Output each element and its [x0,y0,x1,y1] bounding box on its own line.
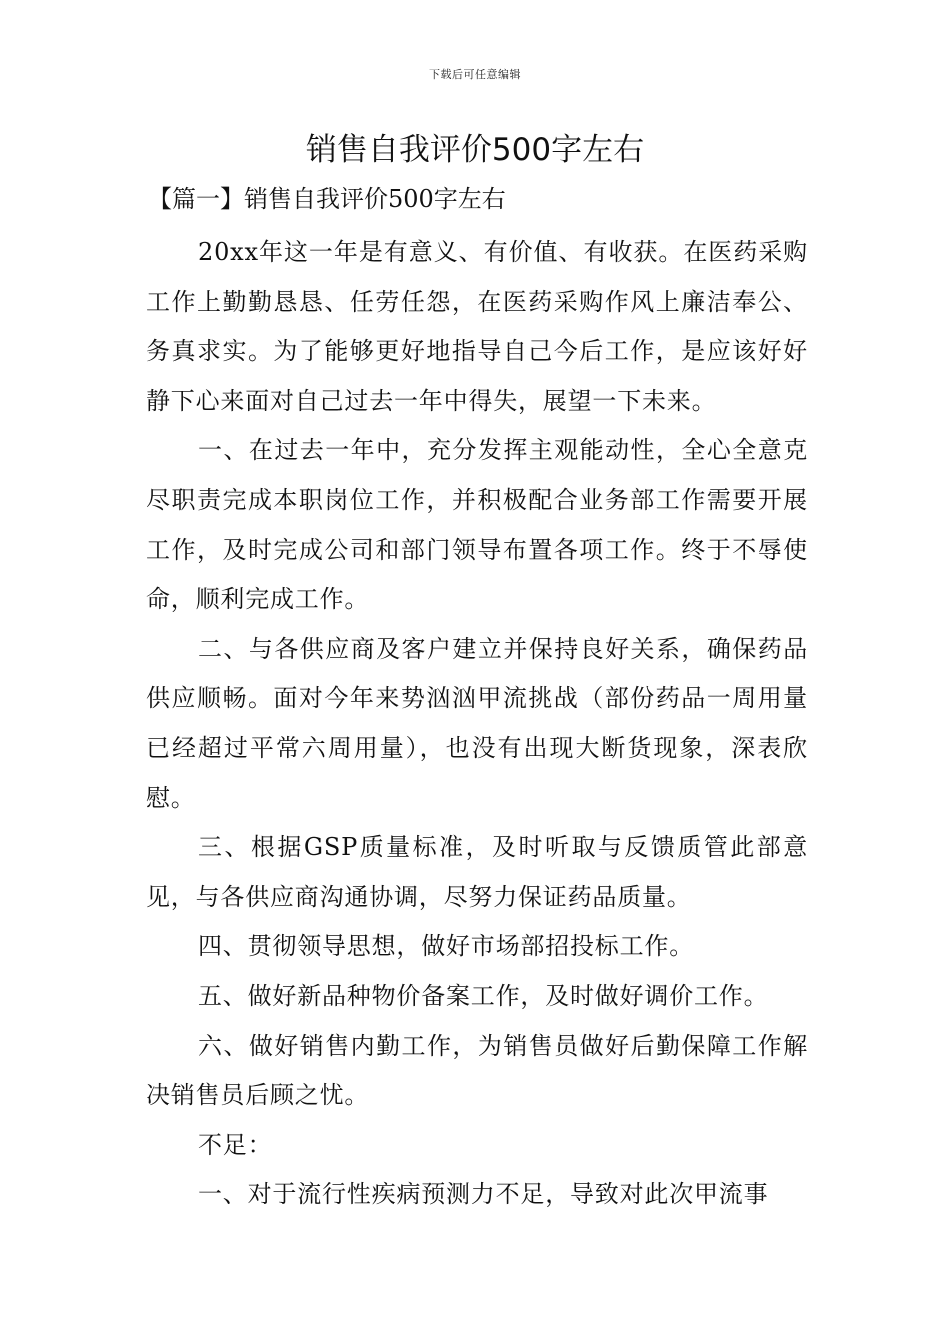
paragraph-point-6: 六、做好销售内勤工作，为销售员做好后勤保障工作解决销售员后顾之忧。 [146,1031,808,1110]
document-title: 销售自我评价500字左右 [305,132,645,168]
paragraph-point-3: 三、根据GSP质量标准，及时听取与反馈质管此部意见，与各供应商沟通协调，尽努力保证药品质量。 [146,833,808,911]
header-note: 下载后可任意编辑 [429,68,521,81]
paragraph-shortcoming-1: 一、对于流行性疾病预测力不足，导致对此次甲流事 [198,1180,769,1209]
section-subtitle: 【篇一】销售自我评价500字左右 [148,185,506,213]
paragraph-point-1: 一、在过去一年中，充分发挥主观能动性，全心全意克尽职责完成本职岗位工作，并积极配合业务部工作需要开展工作，及时完成公司和部门领导布置各项工作。终于不辱使命，顺利完成工作。 [146,436,808,614]
paragraph-point-5: 五、做好新品种物价备案工作，及时做好调价工作。 [198,981,769,1010]
document-body [146,228,808,1220]
paragraph-intro: 20xx年这一年是有意义、有价值、有收获。在医药采购工作上勤勤恳恳、任劳任怨，在医药采购作风上廉洁奉公、务真求实。为了能够更好地指导自己今后工作，是应该好好静下心来面对自己过去一年中得失，展望一下未来。 [146,238,808,415]
paragraph-point-4: 四、贯彻领导思想，做好市场部招投标工作。 [198,932,694,961]
paragraph-shortcomings-heading: 不足： [198,1130,273,1159]
paragraph-point-2: 二、与各供应商及客户建立并保持良好关系，确保药品供应顺畅。面对今年来势汹汹甲流挑战（部份药品一周用量已经超过平常六周用量），也没有出现大断货现象，深表欣慰。 [146,634,808,812]
